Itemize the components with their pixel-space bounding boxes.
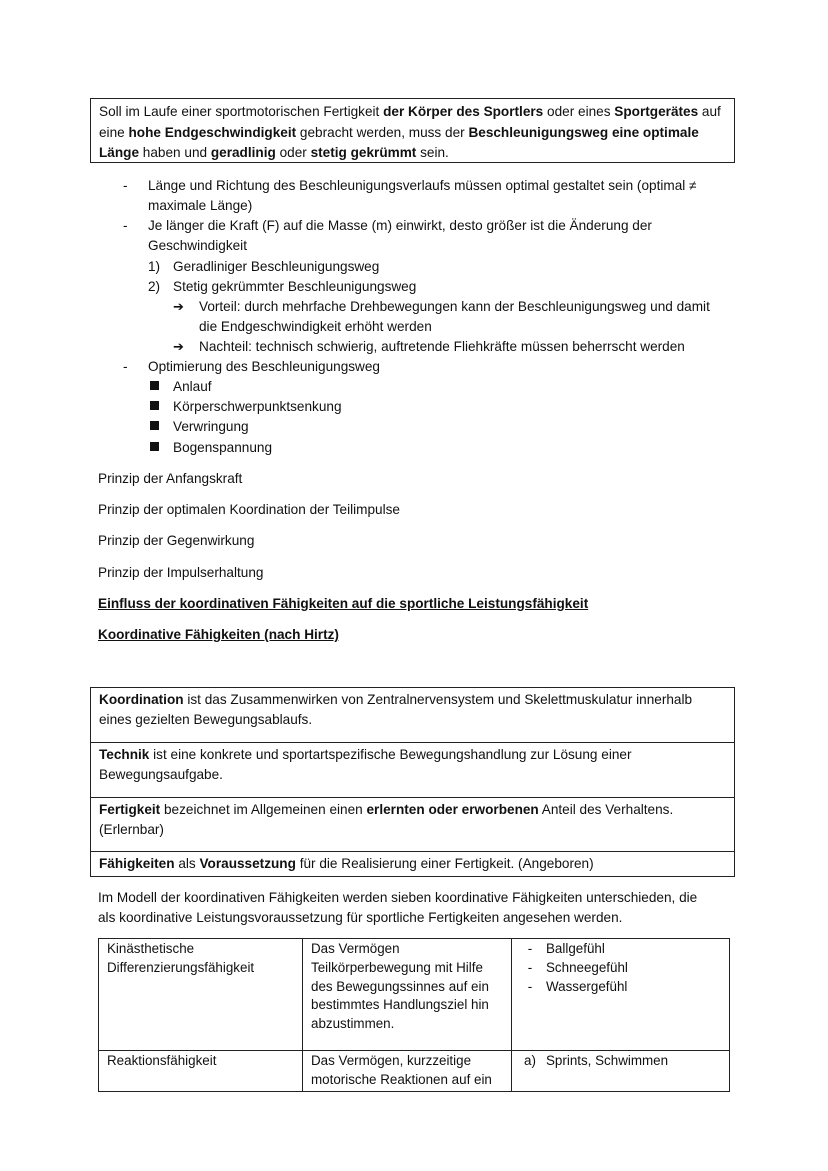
text: gebracht werden, muss der: [296, 124, 469, 140]
example-item: [520, 940, 721, 959]
abilities-table: [98, 938, 730, 1092]
numbered-marker: 1): [148, 259, 161, 274]
arrow-right-icon: ➔: [173, 339, 184, 354]
table-cell: [303, 1051, 512, 1092]
paragraph-line: als koordinative Leistungsvoraussetzung für sportliche Fertigkeiten angesehen werden.: [98, 910, 623, 925]
list-item-text: Geschwindigkeit: [148, 238, 247, 253]
letter-marker: a): [524, 1053, 536, 1068]
definition-row: [91, 688, 734, 743]
example-text: Sprints, Schwimmen: [546, 1053, 669, 1068]
text: sein.: [416, 145, 449, 160]
list-item-text: maximale Länge): [148, 198, 253, 213]
definition-row: [91, 798, 734, 852]
paragraph-line: Im Modell der koordinativen Fähigkeiten werden sieben koordinative Fähigkeiten unterschieden, die: [98, 890, 698, 905]
bold-text: stetig gekrümmt: [310, 145, 417, 160]
definition-term: Technik: [99, 747, 150, 762]
table-cell: [512, 939, 730, 1051]
dash-bullet: -: [527, 941, 533, 956]
text: eine: [99, 124, 129, 140]
text: haben und: [139, 145, 211, 160]
list-item-text: Je länger die Kraft (F) auf die Masse (m) einwirkt, desto größer ist die Änderung der: [148, 218, 652, 233]
definition-text: Bewegungsaufgabe.: [99, 767, 223, 782]
dash-bullet: -: [123, 359, 128, 374]
arrow-item-text: Vorteil: durch mehrfache Drehbewegungen kann der Beschleunigungsweg und damit: [199, 299, 710, 314]
square-bullet-icon: [150, 421, 159, 430]
dash-bullet: -: [123, 218, 128, 233]
bold-text: Beschleunigungsweg eine optimale: [468, 124, 699, 140]
bold-text: Länge: [99, 145, 140, 160]
table-cell: [303, 939, 512, 1051]
bold-text: Sportgerätes: [614, 104, 699, 119]
bold-text: erlernten oder erworbenen: [366, 802, 539, 817]
definition-text: eines gezielten Bewegungsablaufs.: [99, 712, 313, 727]
text: oder eines: [543, 104, 615, 119]
arrow-right-icon: ➔: [173, 299, 184, 314]
list-item-text: Optimierung des Beschleunigungsweg: [148, 359, 380, 374]
ability-description: abzustimmen.: [311, 1016, 395, 1032]
principle-line: Prinzip der optimalen Koordination der Teilimpulse: [98, 502, 400, 517]
table-row: [99, 1051, 730, 1092]
bold-text: Voraussetzung: [199, 856, 296, 871]
definition-text: (Erlernbar): [99, 822, 164, 837]
square-item-text: Bogenspannung: [173, 440, 273, 455]
example-text: Wassergefühl: [546, 978, 628, 994]
text: Soll im Laufe einer sportmotorischen Fertigkeit: [99, 104, 384, 119]
definition-term: Fertigkeit: [99, 802, 161, 817]
example-item: [520, 959, 721, 978]
dash-bullet: -: [527, 978, 533, 994]
section-heading: Einfluss der koordinativen Fähigkeiten auf die sportliche Leistungsfähigkeit: [98, 596, 589, 611]
table-cell: [512, 1051, 730, 1092]
definition-text: bezeichnet im Allgemeinen einen: [160, 802, 367, 817]
section-heading: Koordinative Fähigkeiten (nach Hirtz): [98, 627, 339, 642]
definition-text: ist eine konkrete und sportartspezifische Bewegungshandlung zur Lösung einer: [149, 747, 632, 762]
example-item: [520, 1052, 721, 1071]
square-bullet-icon: [150, 401, 159, 410]
ability-description: motorische Reaktionen auf ein: [311, 1071, 492, 1087]
bold-text: der Körper des Sportlers: [383, 104, 544, 119]
dash-bullet: -: [527, 959, 533, 975]
principle-line: Prinzip der Gegenwirkung: [98, 533, 255, 548]
square-item-text: Körperschwerpunktsenkung: [173, 399, 342, 414]
definition-row: [91, 743, 734, 798]
definition-text: ist das Zusammenwirken von Zentralnervensystem und Skelettmuskulatur innerhalb: [183, 692, 693, 707]
definitions-box: [90, 687, 735, 877]
table-cell: [99, 939, 303, 1051]
arrow-item-text: Nachteil: technisch schwierig, auftretende Fliehkräfte müssen beherrscht werden: [199, 339, 685, 354]
bold-text: hohe Endgeschwindigkeit: [128, 124, 297, 140]
ability-description: Das Vermögen, kurzzeitige: [311, 1053, 472, 1068]
arrow-item-text: die Endgeschwindigkeit erhöht werden: [199, 319, 432, 334]
numbered-item-text: Geradliniger Beschleunigungsweg: [173, 259, 380, 274]
definition-term: Fähigkeiten: [99, 856, 175, 871]
principle-line: Prinzip der Anfangskraft: [98, 471, 243, 486]
ability-description: bestimmtes Handlungsziel hin: [311, 997, 489, 1013]
definition-row: [91, 852, 734, 876]
table-cell: [99, 1051, 303, 1092]
example-text: Schneegefühl: [546, 959, 628, 975]
text: oder: [275, 145, 311, 160]
square-bullet-icon: [150, 442, 159, 451]
bold-text: geradlinig: [210, 145, 276, 160]
definition-text: als: [174, 856, 200, 871]
table-row: [99, 939, 730, 1051]
definition-text: für die Realisierung einer Fertigkeit. (Angeboren): [295, 856, 594, 871]
intro-line-1: [99, 102, 726, 123]
square-item-text: Verwringung: [173, 419, 249, 434]
list-item-text: Länge und Richtung des Beschleunigungsverlaufs müssen optimal gestaltet sein (optimal ≠: [148, 178, 697, 193]
square-item-text: Anlauf: [173, 379, 212, 394]
principle-line: Prinzip der Impulserhaltung: [98, 565, 264, 580]
intro-line-3: [99, 143, 726, 164]
ability-description: des Bewegungssinnes auf ein: [311, 978, 489, 994]
ability-name: Differenzierungsfähigkeit: [107, 959, 255, 975]
definition-term: Koordination: [99, 692, 184, 707]
definition-text: Anteil des Verhaltens.: [538, 802, 674, 817]
intro-line-2: [99, 123, 726, 144]
ability-description: Das Vermögen: [311, 941, 400, 956]
example-item: [520, 978, 721, 997]
square-bullet-icon: [150, 381, 159, 390]
dash-bullet: -: [123, 178, 128, 193]
intro-box: [90, 98, 735, 163]
numbered-marker: 2): [148, 279, 161, 294]
ability-description: Teilkörperbewegung mit Hilfe: [311, 959, 483, 975]
text: auf: [698, 104, 721, 119]
ability-name: Kinästhetische: [107, 941, 195, 956]
numbered-item-text: Stetig gekrümmter Beschleunigungsweg: [173, 279, 417, 294]
example-text: Ballgefühl: [546, 941, 605, 956]
ability-name: Reaktionsfähigkeit: [107, 1053, 217, 1068]
